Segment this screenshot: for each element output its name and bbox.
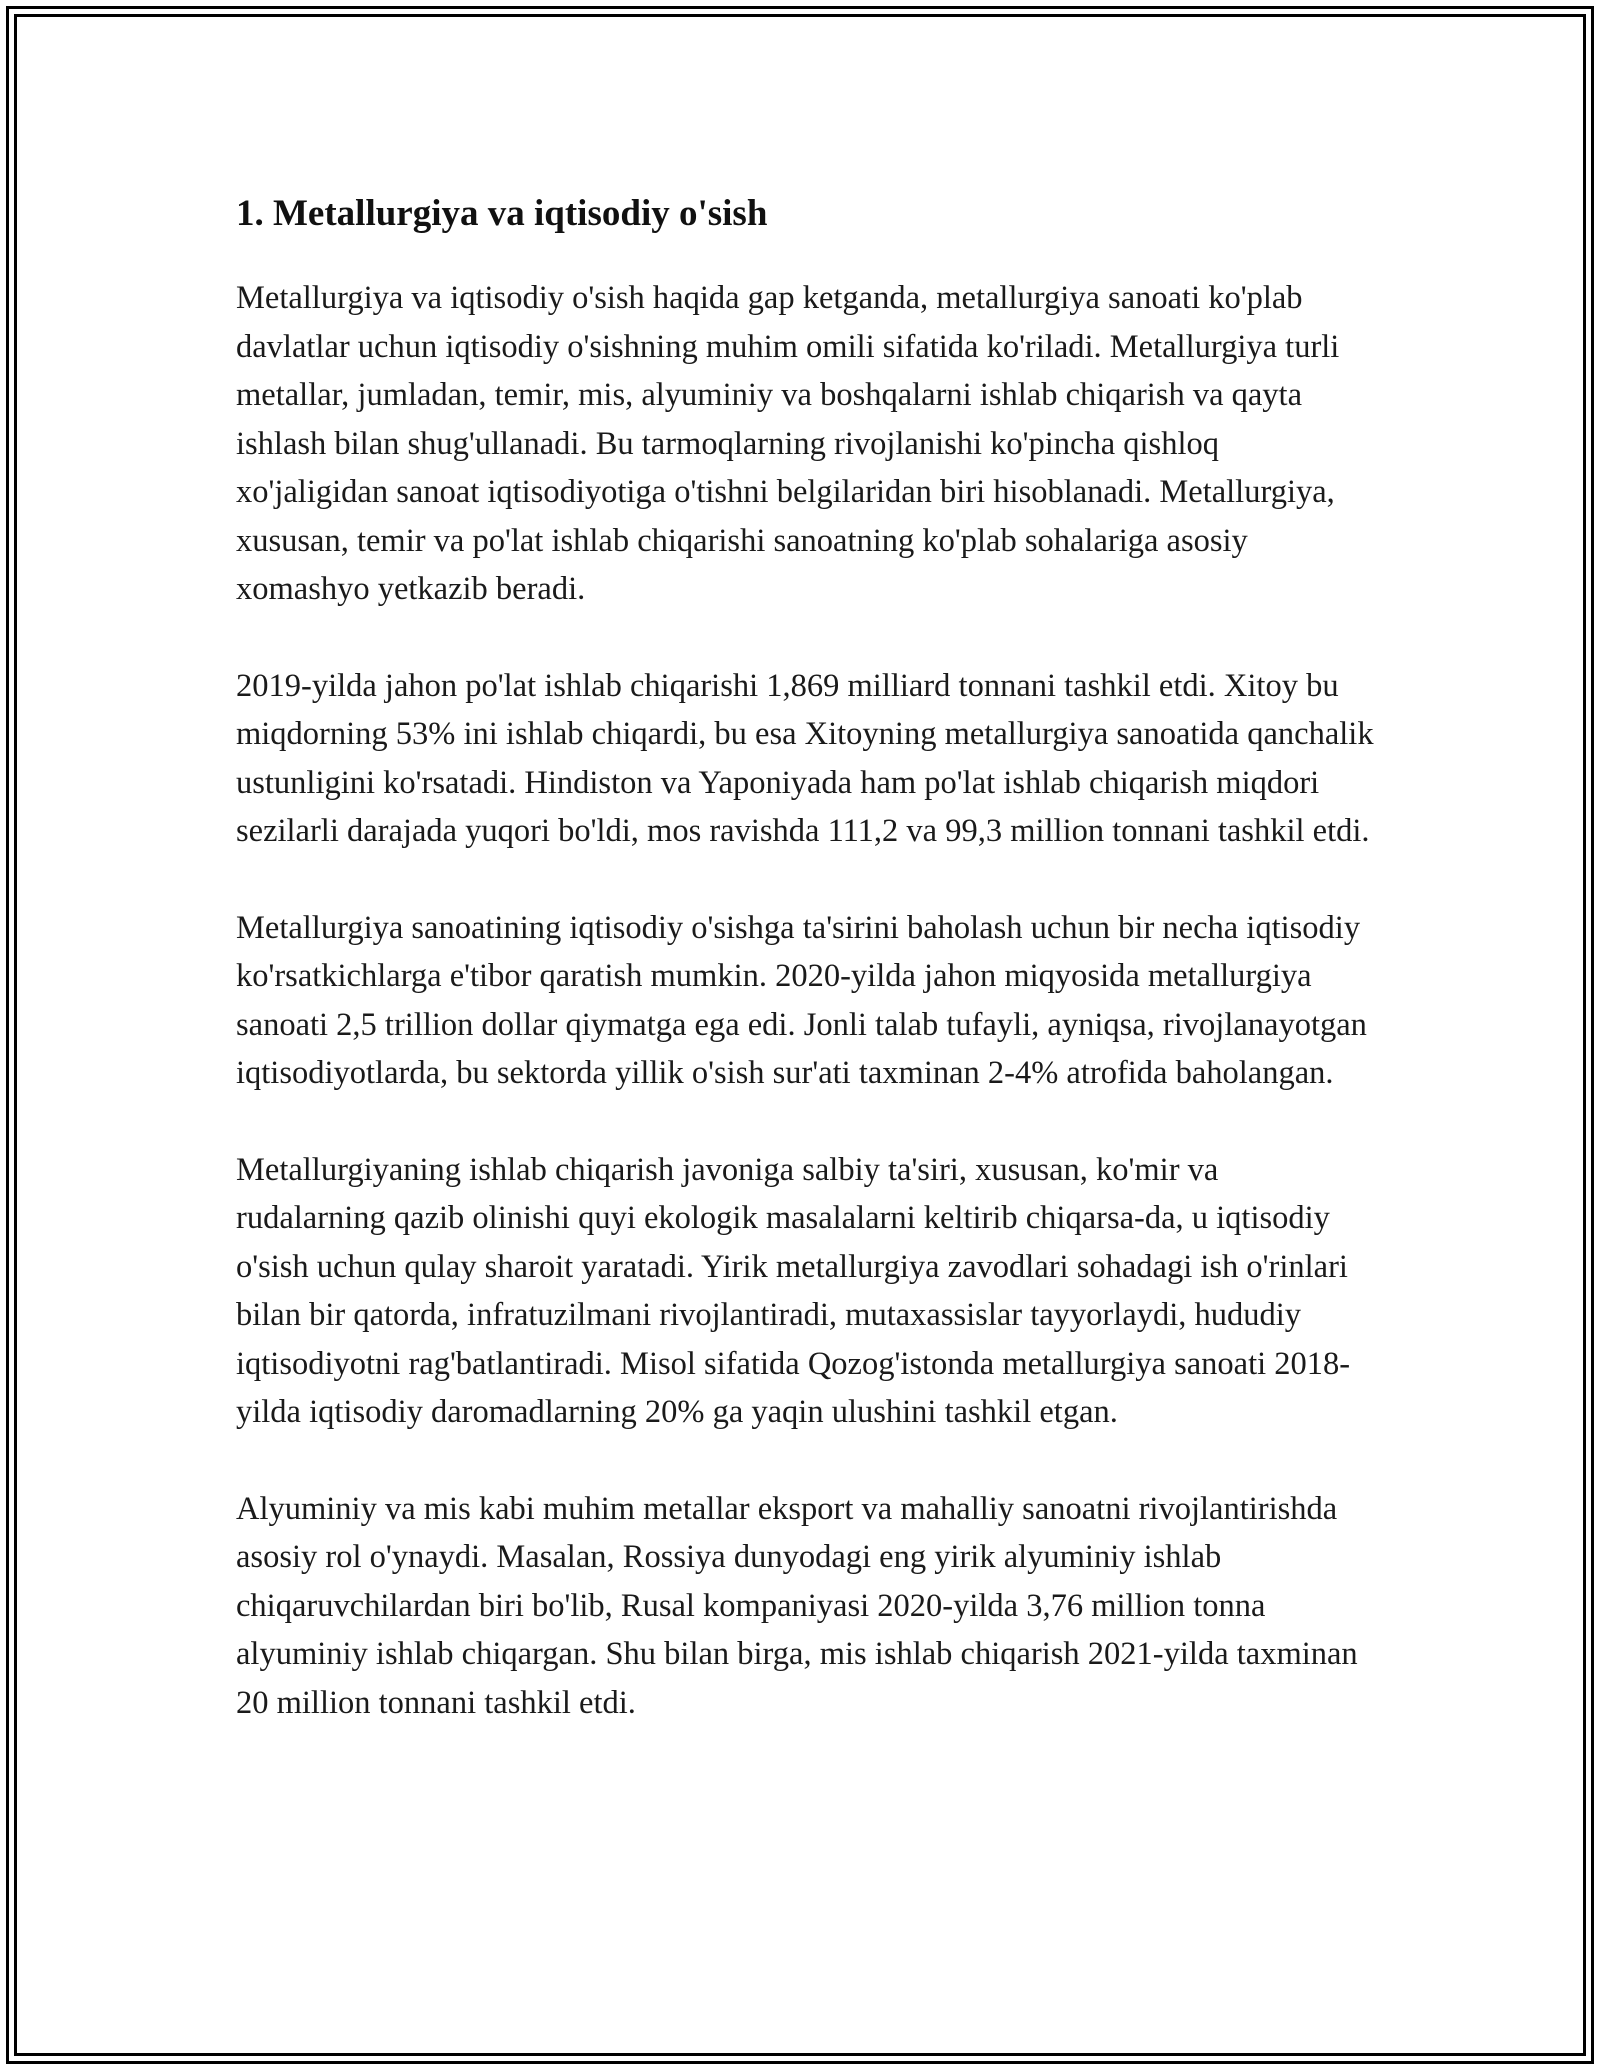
document-body [236, 190, 1376, 1727]
paragraph-environmental-impact: Metallurgiyaning ishlab chiqarish javoniga salbiy ta'siri, xususan, ko'mir va rudalarning qazib olinishi quyi ekologik masalalarni keltirib chiqarsa-da, u iqtisodiy o'sish uchun qulay sharoit yaratadi. Yirik metallurgiya zavodlari sohadagi ish o'rinlari bilan bir qatorda, infratuzilmani rivojlantiradi, mutaxassislar tayyorlaydi, hududiy iqtisodiyotni rag'batlantiradi. Misol sifatida Qozog'istonda metallurgiya sanoati 2018-yilda iqtisodiy daromadlarning 20% ga yaqin ulushini tashkil etgan. [236, 1151, 1351, 1430]
paragraph-aluminium-copper: Alyuminiy va mis kabi muhim metallar eksport va mahalliy sanoatni rivojlantirishda asosiy rol o'ynaydi. Masalan, Rossiya dunyodagi eng yirik alyuminiy ishlab chiqaruvchilardan biri bo'lib, Rusal kompaniyasi 2020-yilda 3,76 million tonna alyuminiy ishlab chiqargan. Shu bilan birga, mis ishlab chiqarish 2021-yilda taxminan 20 million tonnani tashkil etdi. [236, 1490, 1358, 1721]
paragraph-economic-indicators: Metallurgiya sanoatining iqtisodiy o'sishga ta'sirini baholash uchun bir necha iqtisodiy ko'rsatkichlarga e'tibor qaratish mumkin. 2020-yilda jahon miqyosida metallurgiya sanoati 2,5 trillion dollar qiymatga ega edi. Jonli talab tufayli, ayniqsa, rivojlanayotgan iqtisodiyotlarda, bu sektorda yillik o'sish sur'ati taxminan 2-4% atrofida baholangan. [236, 909, 1367, 1091]
paragraph-intro: Metallurgiya va iqtisodiy o'sish haqida gap ketganda, metallurgiya sanoati ko'plab davlatlar uchun iqtisodiy o'sishning muhim omili sifatida ko'riladi. Metallurgiya turli metallar, jumladan, temir, mis, alyuminiy va boshqalarni ishlab chiqarish va qayta ishlash bilan shug'ullanadi. Bu tarmoqlarning rivojlanishi ko'pincha qishloq xo'jaligidan sanoat iqtisodiyotiga o'tishni belgilaridan biri hisoblanadi. Metallurgiya, xususan, temir va po'lat ishlab chiqarishi sanoatning ko'plab sohalariga asosiy xomashyo yetkazib beradi. [236, 280, 1340, 607]
paragraph-steel-production: 2019-yilda jahon po'lat ishlab chiqarishi 1,869 milliard tonnani tashkil etdi. Xitoy bu miqdorning 53% ini ishlab chiqardi, bu esa Xitoyning metallurgiya sanoatida qanchalik ustunligini ko'rsatadi. Hindiston va Yaponiyada ham po'lat ishlab chiqarish miqdori sezilarli darajada yuqori bo'ldi, mos ravishda 111,2 va 99,3 million tonnani tashkil etdi. [236, 667, 1374, 849]
section-heading: 1. Metallurgiya va iqtisodiy o'sish [236, 193, 768, 234]
